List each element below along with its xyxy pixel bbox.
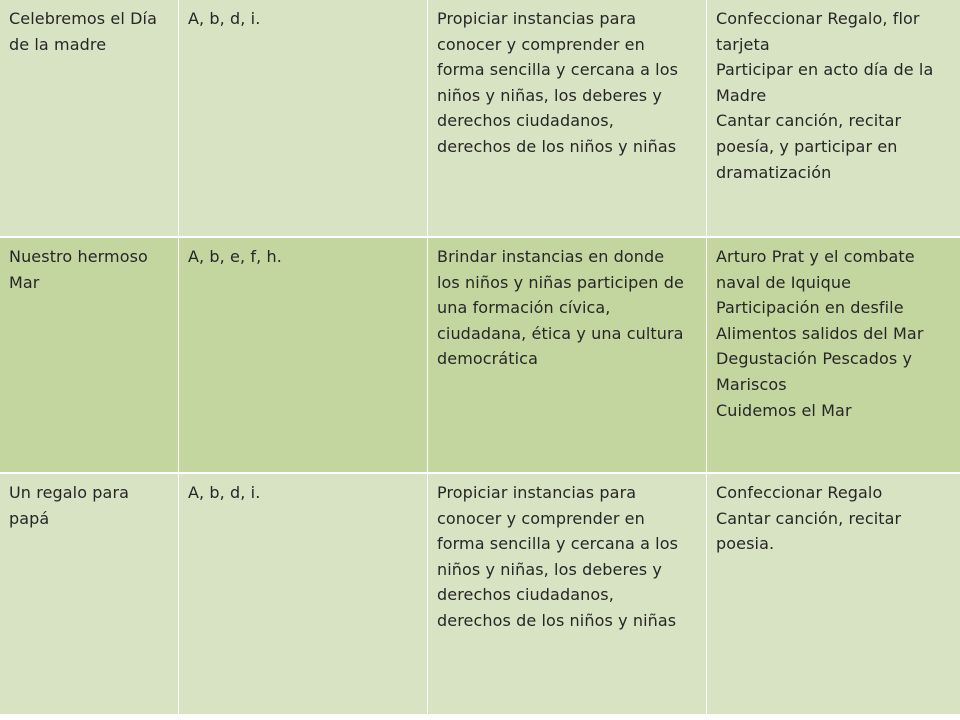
activities-cell: Confeccionar Regalo Cantar canción, recitar poesia. [716, 483, 902, 554]
objectives-cell: A, b, e, f, h. [179, 238, 428, 472]
purpose-cell: Brindar instancias en donde los niños y niñas participen de una formación cívica, ciudadana, ética y una cultura democrática [428, 238, 707, 472]
purpose-cell: Propiciar instancias para conocer y comprender en forma sencilla y cercana a los niños y niñas, los deberes y derechos ciudadanos, derechos de los niños y niñas [428, 0, 707, 236]
objectives-cell: A, b, d, i. [179, 474, 428, 714]
table-row [0, 474, 960, 714]
theme-cell: Nuestro hermoso Mar [0, 238, 179, 472]
activities-cell: Arturo Prat y el combate naval de Iquique Participación en desfile Alimentos salidos del Mar Degustación Pescados y Mariscos Cuidemos el Mar [716, 247, 924, 420]
activities-cell: Confeccionar Regalo, flor tarjeta Participar en acto día de la Madre Cantar canción, recitar poesía, y participar en dramatización [716, 9, 934, 182]
table-row [0, 0, 960, 236]
theme-cell: Un regalo para papá [0, 474, 179, 714]
objectives-cell: A, b, d, i. [179, 0, 428, 236]
purpose-cell: Propiciar instancias para conocer y comprender en forma sencilla y cercana a los niños y niñas, los deberes y derechos ciudadanos, derechos de los niños y niñas [428, 474, 707, 714]
table-row [0, 238, 960, 472]
theme-cell: Celebremos el Día de la madre [0, 0, 179, 236]
